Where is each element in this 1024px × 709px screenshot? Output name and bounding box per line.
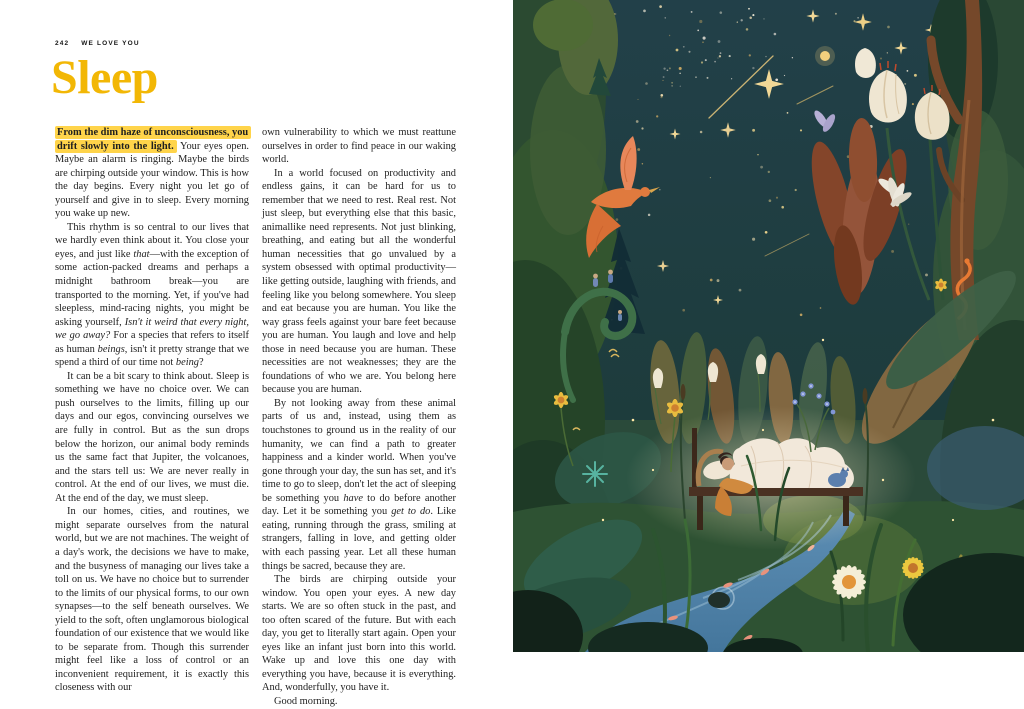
paragraph bbox=[262, 695, 456, 709]
paragraph bbox=[55, 221, 249, 370]
paragraph bbox=[55, 126, 249, 221]
bed-leg bbox=[697, 496, 703, 530]
highlighted-text: From the dim haze of unconsciousness, you drift slowly into the light. bbox=[55, 126, 251, 153]
text-run: beings bbox=[97, 343, 125, 355]
text-run: to do before another day. Let it be something you bbox=[262, 492, 456, 518]
chapter-title: Sleep bbox=[51, 51, 158, 104]
tiny-figure bbox=[608, 270, 613, 283]
text-run: It can be a bit scary to think about. Sleep is something we have no choice over. We can push ourselves to the limits, filling up our days and our egos, convincing ourselves we are fully in control. But as the sun drops below the horizon, our animal body reminds us the same fact that Jupiter, the volcanoes, and the stars tell us: We are never really in control. At the end of our lives, we must die. At the end of the day, we must sleep. bbox=[55, 370, 249, 504]
moon-glow bbox=[815, 46, 835, 66]
text-run: Good morning. bbox=[274, 695, 338, 707]
illustration-page bbox=[513, 0, 1024, 652]
paragraph bbox=[262, 573, 456, 695]
text-run: , isn't it pretty strange that we spend a third of our time not bbox=[55, 343, 249, 369]
paragraph bbox=[262, 126, 456, 167]
text-run: The birds are chirping outside your window. You open your eyes. A new day starts. We are so often stuck in the past, and too often scared of the future. But with each day, you get to literally start again. Open your eyes like an infant just born into this world. Wake up and love this one day with everything you have, because it is everything. And, wonderfully, you have it. bbox=[262, 574, 456, 694]
text-column-1 bbox=[55, 126, 249, 695]
text-run: By not looking away from these animal parts of us and, instead, using them as touchstones to ground us in the reality of our humanity, we can find a path to greater happiness and a kinder world. When you've gone through your day, the sun has set, and it's time to go to sleep, don't let the act of sleeping be something you bbox=[262, 397, 456, 504]
text-run: —with the exception of some action-packed dreams and perhaps a midnight bathroom break—you are transported to the morning. Yet, if you've had sleepless, mind-racing nights, you might be asking yourself, bbox=[55, 248, 249, 328]
paragraph bbox=[55, 370, 249, 505]
text-run: Your eyes open. Maybe an alarm is ringing. Maybe the birds are chirping outside your window. This is how the day begins. Every night you let go of yourself and give in to sleep. Every morning you wake up new. bbox=[55, 140, 249, 220]
tiny-figure bbox=[593, 274, 598, 287]
text-page bbox=[0, 0, 513, 707]
text-run: being bbox=[175, 357, 200, 369]
paragraph bbox=[262, 167, 456, 397]
text-run: For a species that refers to itself as human bbox=[55, 330, 249, 355]
text-run: ? bbox=[199, 357, 204, 369]
running-head bbox=[55, 40, 140, 47]
text-run: . Like eating, running through the grass, smiling at strangers, falling in love, and getting older with each passing year. Let all these human things be sacred, because they are. bbox=[262, 506, 456, 572]
forest-illustration bbox=[513, 0, 1024, 652]
text-run: Isn't it weird that every night, we go away? bbox=[55, 316, 249, 342]
text-run: get to do bbox=[391, 506, 431, 518]
paragraph bbox=[262, 397, 456, 573]
bed-frame bbox=[689, 487, 863, 496]
text-run: This rhythm is so central to our lives that we hardly even think about it. You close your eyes, and just like bbox=[55, 221, 249, 260]
text-run: In a world focused on productivity and endless gains, it can be hard for us to remember that we need to rest. Real rest. Not just sleep, but everything else that this basic, animallike need represents. Not just blinking, breathing, and eating but all the wonderful human necessities that go unvalued by a system obsessed with optimal productivity—like getting outside, laughing with friends, and feeling like you belong somewhere. You sleep and eat because you are human. You like the way grass feels against your bare feet because you are human. You laugh and love and help those in need because you are human. These necessities are not weaknesses; they are the foundations of who we are. You belong here because you are human. bbox=[262, 167, 456, 396]
text-run: own vulnerability to which we must reattune ourselves in order to find peace in our waking world. bbox=[262, 127, 456, 166]
text-column-2 bbox=[262, 126, 456, 709]
tiny-figure bbox=[618, 310, 622, 321]
paragraph bbox=[55, 505, 249, 695]
page-number: 242 bbox=[55, 40, 70, 47]
text-run: have bbox=[343, 492, 363, 504]
text-run: In our homes, cities, and routines, we might separate ourselves from the natural world, but we are not machines. The weight of a day's work, the decisions we have to make, and the busyness of managing our lives take a toll on us. We have no choice but to surrender to the limits of our physical forms, to our own synapses—to the self beneath ourselves. We yield to the soft, often unglamorous biological foundation of our existence that we would like to be separate from. Though this surrender might feel like a loss of control or an inconvenient requirement, it is exactly this closeness with our bbox=[55, 506, 249, 694]
bed-leg bbox=[843, 496, 849, 526]
running-head-title: WE LOVE YOU bbox=[81, 40, 140, 47]
text-run: that bbox=[133, 248, 150, 260]
stream-rock bbox=[708, 592, 730, 608]
teal-starburst bbox=[583, 462, 607, 486]
